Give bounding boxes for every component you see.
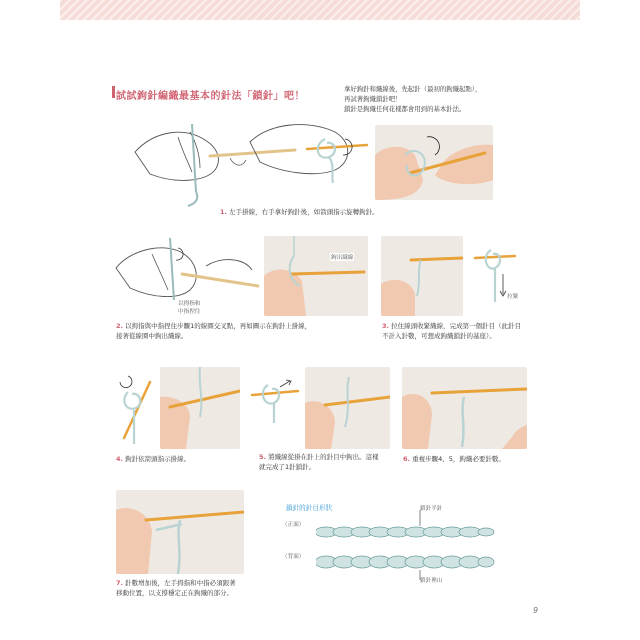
step6-photo [402, 367, 527, 449]
step1-caption [220, 207, 379, 217]
step4-photo [160, 367, 240, 449]
step1-loop-diagram [305, 135, 375, 185]
chain-back [316, 556, 494, 568]
step-text: 重複步驟4、5，鉤織必要針數。 [412, 455, 505, 463]
step-text: 左手掛線，右手拿好鉤針後，如箭頭指示旋轉鉤針。 [229, 208, 379, 216]
intro-text [344, 84, 519, 114]
step4-caption [116, 454, 190, 464]
diagram-front-label: （正面） [282, 522, 305, 528]
step2-caption [116, 321, 311, 341]
label-line: 以拇指和 [178, 301, 201, 307]
step-text: 就完成了1針鎖針。 [259, 463, 316, 471]
chain-front [316, 527, 494, 537]
step-text: 移動位置，以支撐穩定正在鉤織的部分。 [116, 589, 233, 597]
step-text: 以拇指與中指捏住步驟1的線圈交叉點，再如圖示在鉤針上掛線， [125, 322, 312, 330]
step5-loop-diagram [250, 377, 300, 425]
page-title: 試試鉤針編織最基本的針法「鎖針」吧！ [116, 91, 305, 102]
header-band [60, 0, 580, 20]
intro-line: 再試著鉤織鎖針吧！ [344, 95, 402, 103]
step-text: 針數增加後，左手拇指和中指必須跟著 [125, 579, 236, 587]
intro-line: 鎖針是鉤織任何花樣都會用到的基本針法。 [344, 105, 466, 113]
step3-caption [382, 321, 521, 341]
step7-photo [116, 490, 244, 574]
step-text: 不計入針數，可想成鉤織鎖針的基座）。 [382, 332, 496, 340]
diagram-back-callout: 鎖針裡山 [420, 578, 443, 584]
intro-line: 拿好鉤針和織線後，先起針（最初的鉤織起點）， [344, 85, 482, 93]
step-number: 2. [116, 322, 123, 330]
step3-tighten-label: 拉緊 [507, 294, 519, 300]
step2-photo [264, 236, 368, 316]
step2-hold-label [178, 300, 200, 316]
step5-photo [305, 367, 390, 449]
step-number: 6. [403, 455, 410, 463]
step6-caption [403, 454, 505, 464]
step-number: 4. [116, 455, 123, 463]
title-marker [112, 86, 115, 98]
step-number: 7. [116, 579, 123, 587]
step-number: 1. [220, 208, 227, 216]
step-text: 拉住線頭收緊織線，完成第一個針目（此針目 [391, 322, 522, 330]
label-line: 中指捏住 [178, 309, 201, 315]
page-number: 9 [533, 606, 539, 615]
chain-stitch-diagram [316, 510, 496, 584]
step5-caption [259, 452, 379, 472]
step-text: 將織線從掛在針上的針目中鉤出。這樣 [268, 453, 379, 461]
step7-caption [116, 578, 236, 598]
step-text: 鉤針依箭頭指示掛線。 [125, 455, 191, 463]
step-text: 接著從線圈中鉤出織線。 [116, 332, 188, 340]
step-number: 3. [382, 322, 389, 330]
diagram-title: 鎖針的針目形狀 [286, 504, 333, 512]
step2-pull-label: 鉤出織線 [331, 255, 354, 261]
diagram-front-callout: 鎖針半針 [420, 506, 443, 512]
step-number: 5. [259, 453, 266, 461]
step4-loop-diagram [114, 372, 154, 448]
diagram-back-label: （背面） [282, 554, 305, 560]
step3-photo [381, 236, 463, 316]
step1-photo [375, 125, 493, 200]
